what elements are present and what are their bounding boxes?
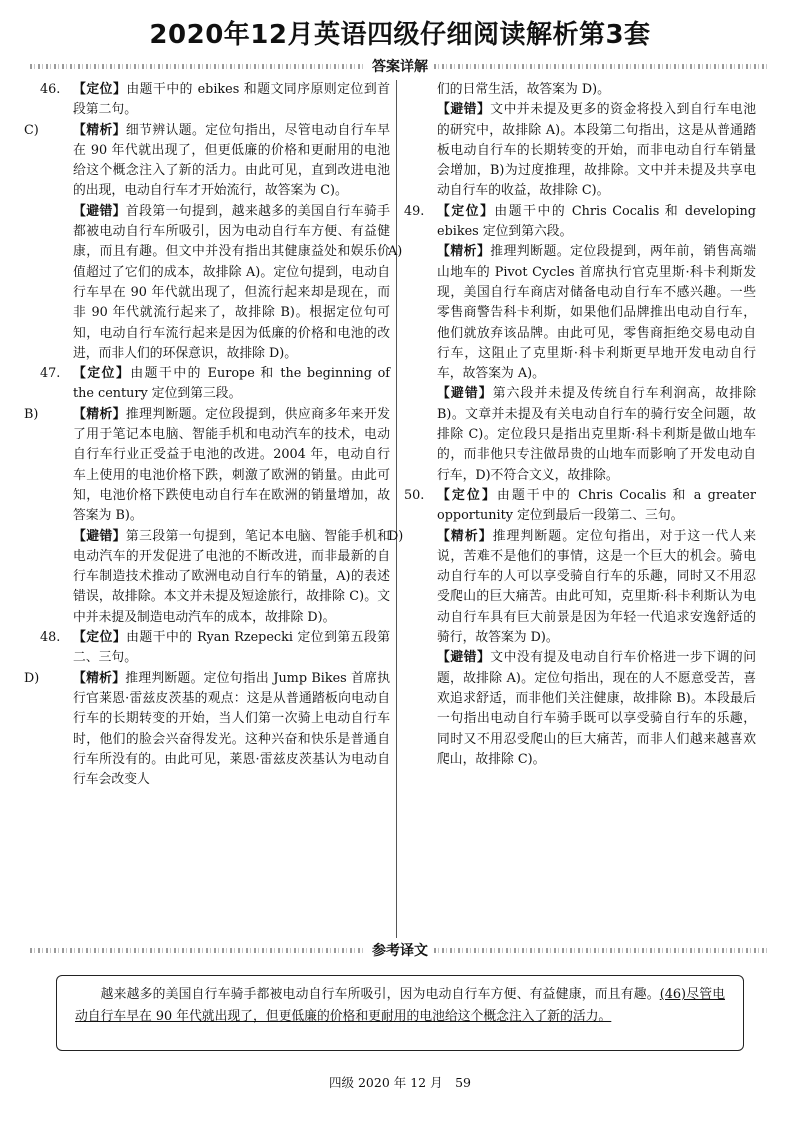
right-column — [388, 80, 757, 770]
translation-section-header — [30, 940, 770, 960]
analysis-tag: 【精析】 — [73, 122, 126, 138]
locate-tag: 【定位】 — [73, 82, 127, 97]
q50-wrong-text: 文中没有提及电动自行车价格进一步下调的问题，故排除 A)。定位句指出，现在的人不愿意受苦，喜欢追求舒适，而非他们关注健康，故排除 B)。本段最后一句指出电动自行车骑手既可以享受骑自行车的乐趣，同时又不用忍受爬山的巨大痛苦，而非人们越来越喜欢爬山，故排除 C)。 — [437, 650, 757, 767]
analysis-tag: 【精析】 — [437, 528, 493, 544]
question-number: 50. — [404, 487, 425, 503]
column-divider — [396, 80, 397, 938]
q46-analysis-text: 细节辨认题。定位句指出，尽管电动自行车早在 90 年代就出现了，但更低廉的价格和更耐用的电池给这个概念注入了新的活力。由此可见，直到改进电池的出现，电动自行车才开始流行，故答案为 C)。 — [73, 122, 391, 199]
answer-letter: A) — [388, 244, 403, 260]
answer-letter: D) — [24, 670, 40, 686]
page-title: 2020年12月英语四级仔细阅读解析第3套 — [149, 20, 651, 50]
locate-tag: 【定位】 — [437, 487, 497, 503]
q47-analysis-text: 推理判断题。定位段提到，供应商多年来开发了用于笔记本电脑、智能手机和电动汽车的技术，电动自行车行业正受益于电池的改进。2004 年，电动自行车上使用的电池价格下跌，刺激了欧洲的销量。由此可知，电池价格下跌使电动自行车在欧洲的销量增加，故答案为 B)。 — [73, 406, 391, 524]
q49-analysis-text: 推理判断题。定位段提到，两年前，销售高端山地车的 Pivot Cycles 首席执行官克里斯·科卡利斯发现，美国自行车商店对储备电动自行车不感兴趣。一些零售商警告科卡利斯，如果他们品牌推出电动自行车，他们就放弃该品牌。由此可见，零售商拒绝交易电动自行车，这阻止了克里斯·科卡利斯更早地开发电动自行车，故答案为 A)。 — [437, 244, 757, 382]
analysis-tag: 【精析】 — [73, 670, 126, 686]
q49-analysis — [388, 242, 757, 384]
answer-letter: D) — [388, 528, 404, 544]
header-rule-left — [30, 948, 366, 953]
q48-wrong — [404, 100, 756, 201]
q48-analysis — [24, 669, 391, 791]
locate-tag: 【定位】 — [437, 203, 495, 219]
q48-wrong-text: 文中并未提及更多的资金将投入到自行车电池的研究中，故排除 A)。本段第二句指出，这是从普通踏板电动自行车的长期转变的开始，而非电动自行车销量会增加，B)为过度推理，故排除。文中并未提及共享电动自行车的收益，故排除 C)。 — [437, 102, 757, 199]
translation-paragraph — [75, 984, 725, 1028]
q46-analysis — [24, 121, 391, 202]
q48-continued-text: 们的日常生活，故答案为 D)。 — [437, 82, 610, 97]
q47-analysis — [24, 405, 391, 527]
q50-analysis-text: 推理判断题。定位句指出，对于这一代人来说，苦难不是他们的事情，这是一个巨大的机会。骑电动自行车的人可以享受骑自行车的乐趣，同时又不用忍受爬山的巨大痛苦。由此可知，克里斯·科卡利斯认为电动自行车具有巨大前景是因为年轻一代追求安逸舒适的骑行，故答案为 D)。 — [437, 528, 757, 646]
answer-letter: B) — [24, 406, 39, 422]
q49-wrong-text: 第六段并未提及传统自行车利润高，故排除 B)。文章并未提及有关电动自行车的骑行安全问题，故排除 C)。定位段只是指出克里斯·科卡利斯是做山地车的，而非他只专注做昂贵的山地车而影响了开发电动自行车，D)不符合文义，故排除。 — [437, 386, 757, 483]
q46-locate-text: 由题干中的 ebikes 和题文同序原则定位到首段第二句。 — [73, 82, 391, 118]
translation-section-label: 参考译文 — [372, 943, 428, 959]
answer-letter: C) — [24, 122, 39, 138]
wrong-tag: 【避错】 — [73, 528, 126, 544]
locate-tag: 【定位】 — [73, 630, 127, 646]
question-number: 48. — [40, 630, 61, 646]
q50-wrong — [404, 648, 756, 770]
q49-locate — [404, 202, 756, 243]
translation-marker-46: (46) — [659, 987, 686, 1002]
header-rule-right — [434, 64, 770, 69]
analysis-tag: 【精析】 — [437, 244, 491, 260]
analysis-tag: 【精析】 — [73, 406, 126, 422]
q46-locate — [40, 80, 390, 121]
q48-analysis-continued — [404, 80, 756, 100]
translation-underlined-sentence: 尽管电动自行车早在 90 年代就出现了，但更低廉的价格和更耐用的电池给这个概念注入了新的活力。 — [75, 987, 726, 1024]
q47-wrong-text: 第三段第一句提到，笔记本电脑、智能手机和电动汽车的开发促进了电池的不断改进，而非最新的自行车制造技术推动了欧洲电动自行车的销量，A)的表述错误，故排除。本文并未提及短途旅行，故排除 C)。文中并未提及制造电动汽车的成本，故排除 D)。 — [73, 528, 391, 625]
page-footer: 四级 2020 年 12 月 59 — [328, 1075, 472, 1090]
wrong-tag: 【避错】 — [73, 203, 126, 219]
q47-wrong — [40, 527, 390, 628]
wrong-tag: 【避错】 — [437, 102, 491, 118]
q46-wrong-text: 首段第一句提到，越来越多的美国自行车骑手都被电动自行车所吸引，因为电动自行车方便、有益健康，而且有趣。但文中并没有指出其健康益处和娱乐价值超过了它们的成本，故排除 A)。定位句提到，电动自行车早在 90 年代就出现了，但流行起来却是现在，而非 90 年代就流行起来了，故排除 B)。根据定位句可知，电动自行车流行起来是因为低廉的价格和电池的改进，而非人们的环保意识，故排除 D)。 — [73, 203, 391, 361]
left-column — [24, 80, 391, 790]
q46-wrong — [40, 202, 390, 364]
translation-box — [56, 975, 744, 1051]
q50-locate — [404, 486, 756, 527]
q48-analysis-text: 推理判断题。定位句指出 Jump Bikes 首席执行官莱恩·雷兹皮茨基的观点：这是从普通踏板向电动自行车的长期转变的开始，当人们第一次骑上电动自行车时，他们的脸会兴奋得发光。这种兴奋和快乐是普通自行车所没有的。由此可见，莱恩·雷兹皮茨基认为电动自行车会改变人 — [73, 670, 391, 788]
q47-locate-text: 由题干中的 Europe 和 the beginning of the century 定位到第三段。 — [73, 366, 391, 402]
question-number: 46. — [40, 82, 61, 97]
locate-tag: 【定位】 — [73, 366, 131, 382]
header-rule-right — [434, 948, 770, 953]
question-number: 47. — [40, 366, 61, 382]
q48-locate-text: 由题干中的 Ryan Rzepecki 定位到第五段第二、三句。 — [73, 630, 391, 666]
q50-analysis — [388, 527, 757, 649]
wrong-tag: 【避错】 — [437, 650, 491, 666]
translation-line-1: 越来越多的美国自行车骑手都被电动自行车所吸引，因为电动自行车方便、有益健康，而且有趣。 — [100, 987, 660, 1002]
q49-wrong — [404, 384, 756, 485]
answers-section-label: 答案详解 — [372, 59, 428, 75]
q48-locate — [40, 628, 390, 669]
question-number: 49. — [404, 203, 425, 219]
q50-locate-text: 由题干中的 Chris Cocalis 和 a greater opportunity 定位到最后一段第二、三句。 — [437, 487, 756, 524]
header-rule-left — [30, 64, 366, 69]
q47-locate — [40, 364, 390, 405]
wrong-tag: 【避错】 — [437, 386, 493, 402]
q49-locate-text: 由题干中的 Chris Cocalis 和 developing ebikes 定位到第六段。 — [437, 203, 756, 240]
answers-section-header — [30, 56, 770, 76]
